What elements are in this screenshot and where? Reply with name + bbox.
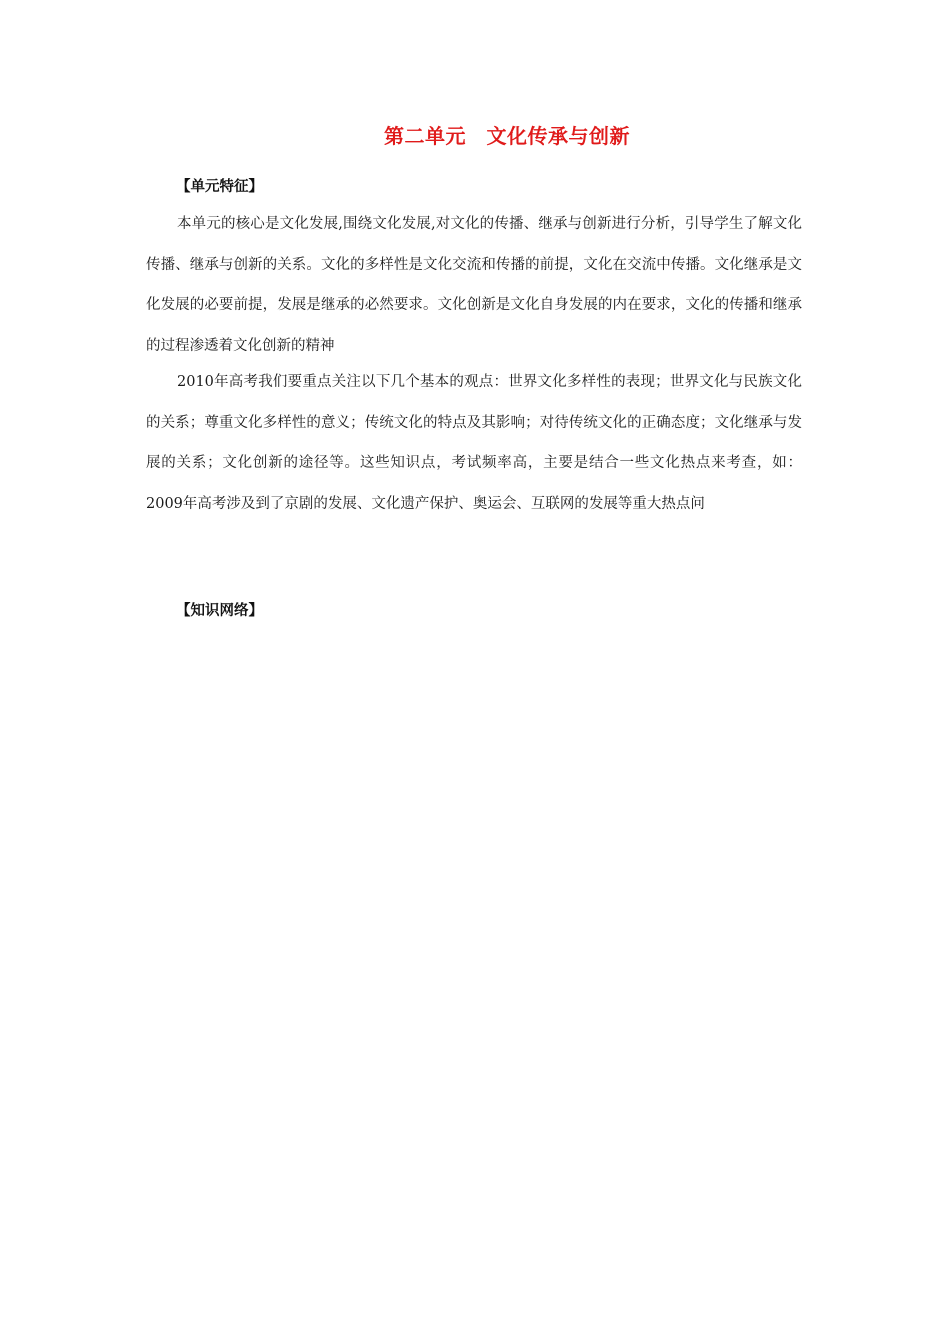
section-heading-unit-features: 【单元特征】 — [176, 179, 263, 195]
section-heading-knowledge-network: 【知识网络】 — [176, 603, 263, 619]
paragraph-unit-overview: 本单元的核心是文化发展,围绕文化发展,对文化的传播、继承与创新进行分析，引导学生了解文化传播、继承与创新的关系。文化的多样性是文化交流和传播的前提，文化在交流中传播。文化继承是文化发展的必要前提，发展是继承的必然要求。文化创新是文化自身发展的内在要求，文化的传播和继承的过程渗透着文化创新的精神 — [146, 216, 802, 354]
paragraph-exam-focus: 2010年高考我们要重点关注以下几个基本的观点：世界文化多样性的表现；世界文化与民族文化的关系；尊重文化多样性的意义；传统文化的特点及其影响；对待传统文化的正确态度；文化继承与发展的关系；文化创新的途径等。这些知识点，考试频率高，主要是结合一些文化热点来考查，如：2009年高考涉及到了京剧的发展、文化遗产保护、奥运会、互联网的发展等重大热点问 — [146, 374, 802, 512]
document-title: 第二单元 文化传承与创新 — [384, 124, 630, 148]
